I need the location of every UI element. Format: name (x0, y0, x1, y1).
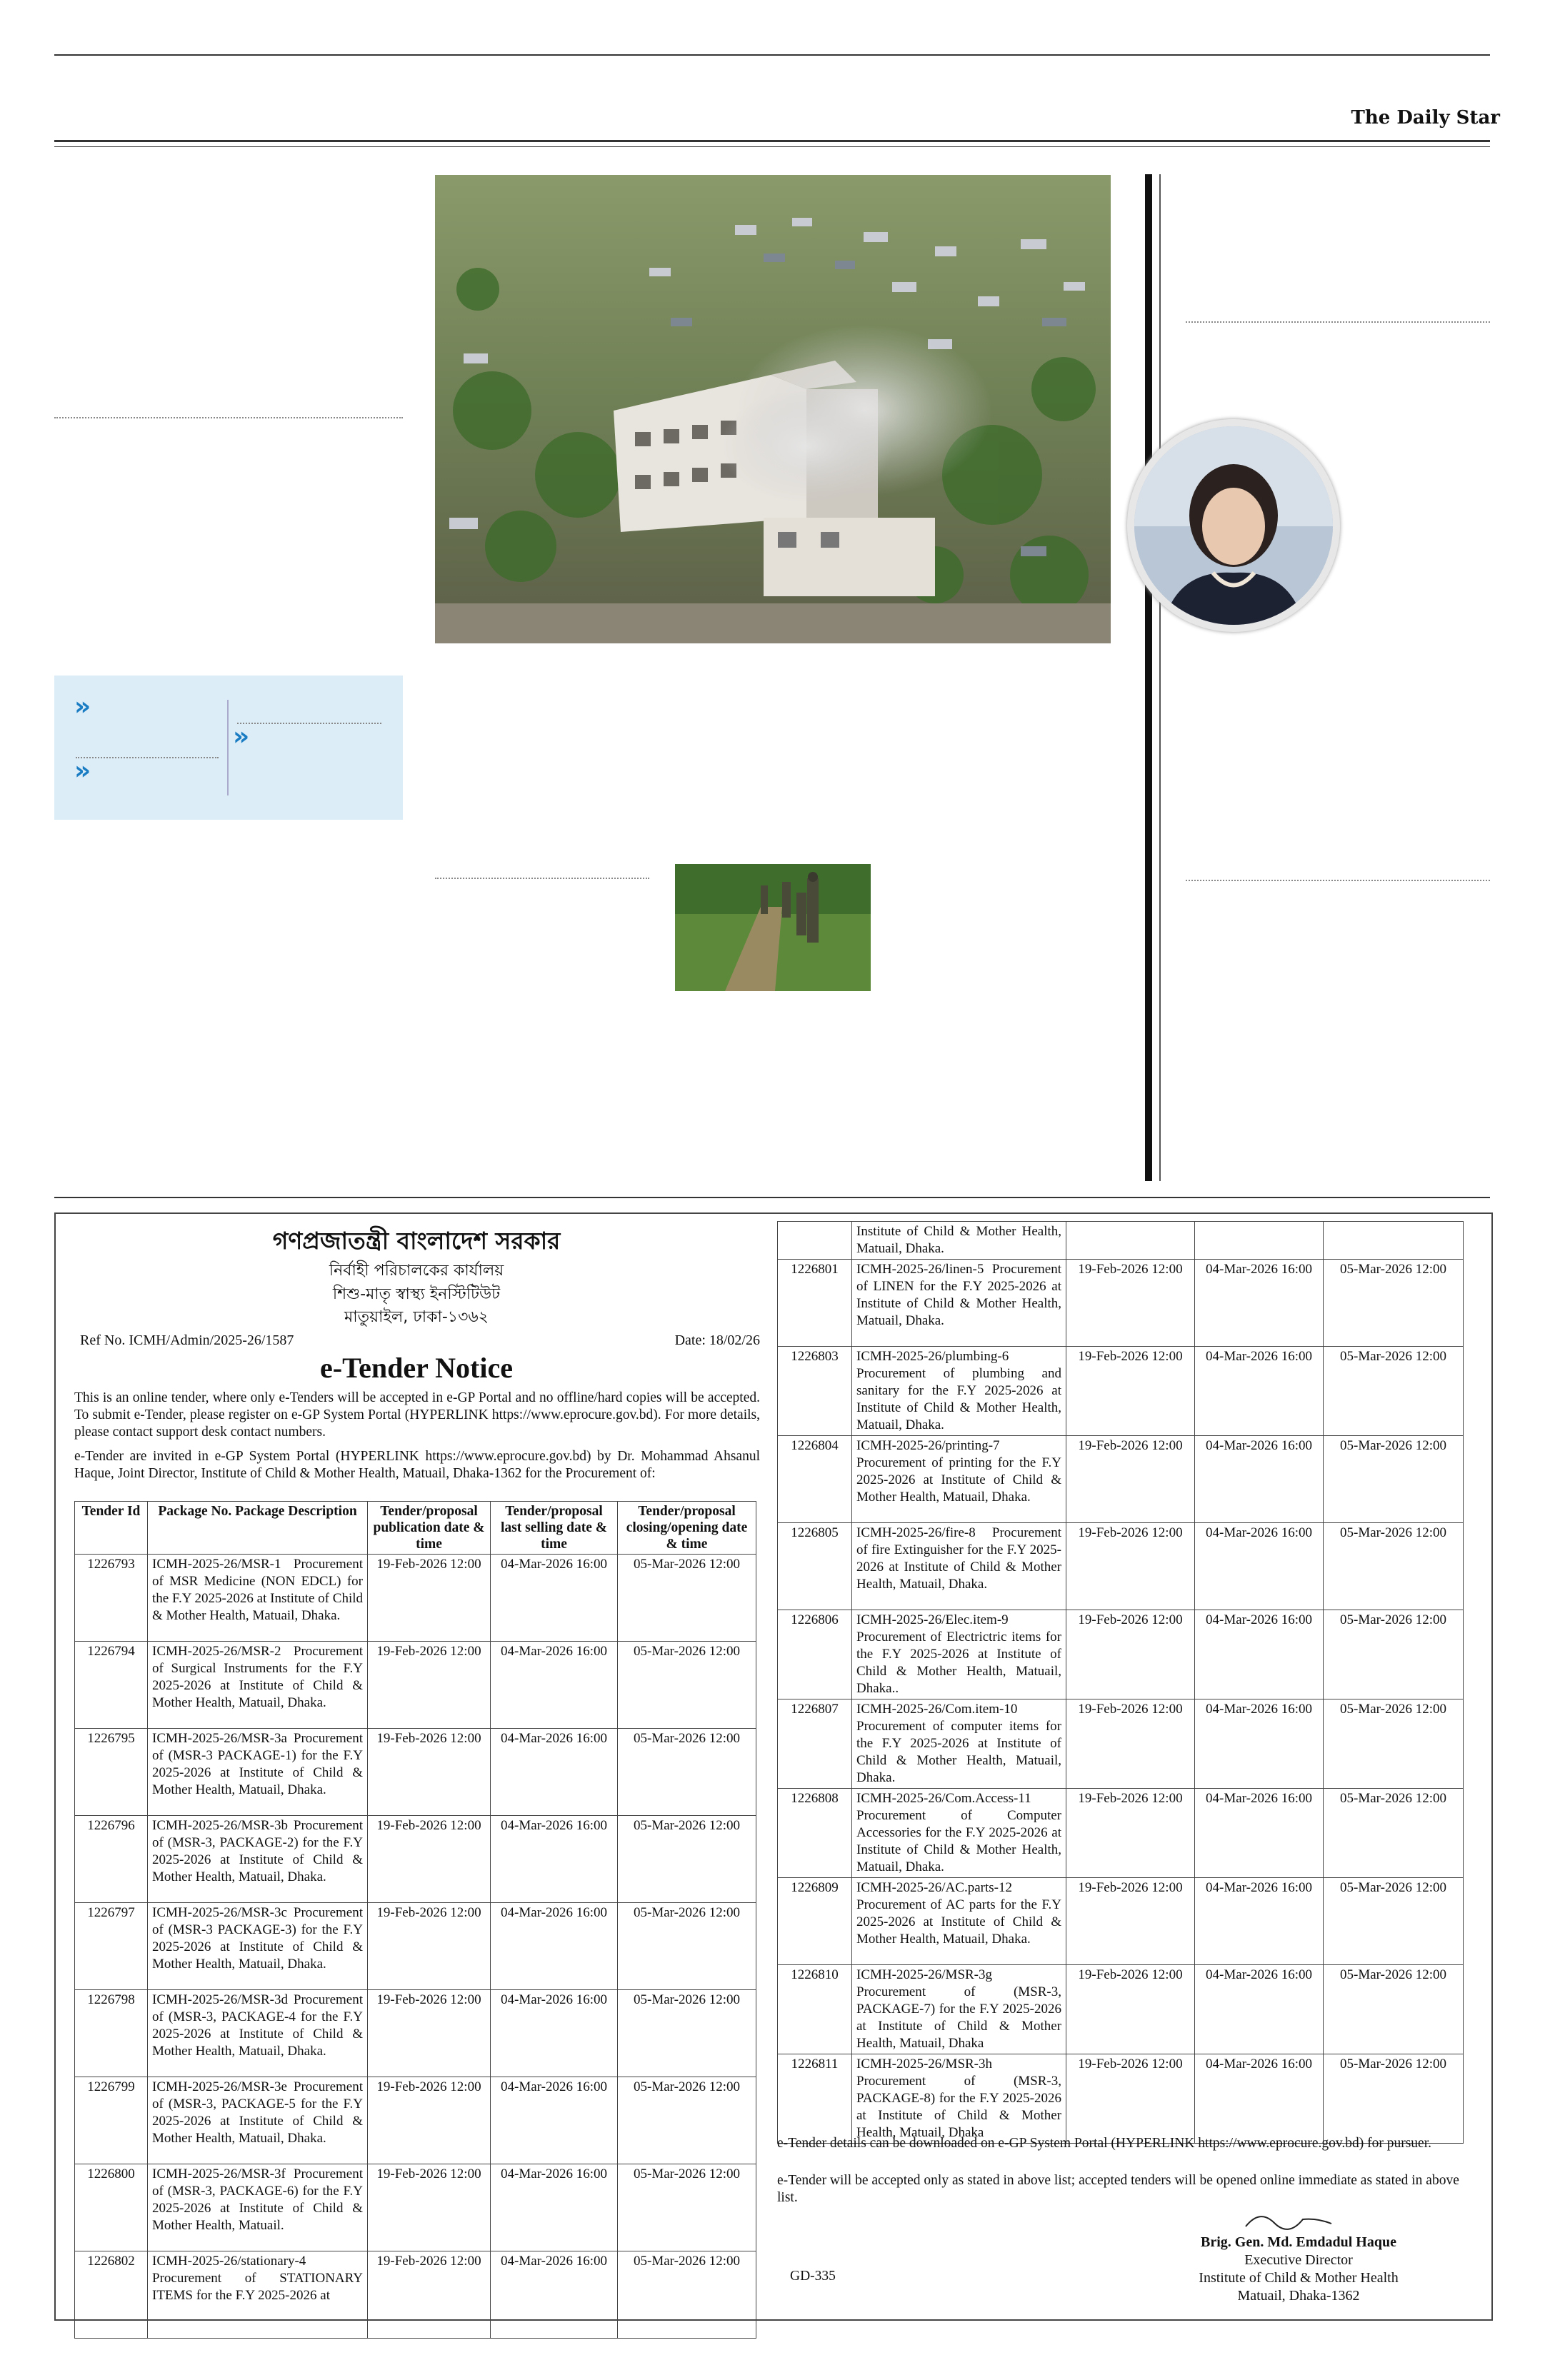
institute-title: শিশু-মাতৃ স্বাস্থ্য ইনস্টিটিউট (332, 1285, 501, 1303)
table-row (778, 1523, 1464, 1610)
signer-name: Brig. Gen. Md. Emdadul Haque (1201, 2234, 1396, 2250)
table-row (75, 1990, 756, 2077)
publication-date-cell: 19-Feb-2026 12:00 (1066, 1878, 1195, 1965)
government-title: গণপ্রজাতন্ত্রী বাংলাদেশ সরকার (272, 1227, 561, 1255)
selling-date-cell: 04-Mar-2026 16:00 (1195, 2054, 1324, 2144)
small-photo (675, 864, 871, 991)
table-row (75, 2251, 756, 2339)
selling-date-cell: 04-Mar-2026 16:00 (491, 1555, 618, 1642)
main-photo (435, 175, 1111, 643)
notice-date: Date: 18/02/26 (674, 1332, 760, 1348)
header-rule-2 (54, 146, 1490, 147)
table-row (75, 2077, 756, 2164)
table-row (778, 1878, 1464, 1965)
portrait-woman (1134, 426, 1333, 625)
selling-date-cell: 04-Mar-2026 16:00 (491, 2251, 618, 2339)
tender-id-cell: 1226803 (778, 1347, 852, 1436)
header-rule-1 (54, 140, 1490, 142)
signature (1239, 2205, 1339, 2234)
package-description-cell: ICMH-2025-26/Com.item-10 Procurement of computer items for the F.Y 2025-2026 at Institute of Child & Mother Health, Matuail, Dhaka. (852, 1699, 1066, 1789)
selling-date-cell: 04-Mar-2026 16:00 (1195, 1699, 1324, 1789)
selling-date-cell: 04-Mar-2026 16:00 (1195, 1260, 1324, 1347)
photo-demolition-aerial (435, 175, 1111, 643)
closing-date-cell: 05-Mar-2026 12:00 (618, 1642, 756, 1729)
photo-soldiers-path (675, 864, 871, 991)
publication-date-cell: 19-Feb-2026 12:00 (368, 2251, 491, 2339)
selling-date-cell: 04-Mar-2026 16:00 (491, 1816, 618, 1903)
publication-date-cell: 19-Feb-2026 12:00 (1066, 1347, 1195, 1436)
closing-date-cell: 05-Mar-2026 12:00 (618, 1816, 756, 1903)
table-cell (1195, 1222, 1324, 1260)
publication-date-cell: 19-Feb-2026 12:00 (1066, 1436, 1195, 1523)
package-description-cell: ICMH-2025-26/MSR-3d Procurement of (MSR-3, PACKAGE-4 for the F.Y 2025-2026 at Institute of Child & Mother Health, Matuail, Dhaka. (148, 1990, 368, 2077)
portrait (1127, 419, 1340, 632)
tender-id-cell: 1226809 (778, 1878, 852, 1965)
tender-id-cell: 1226794 (75, 1642, 148, 1729)
table-row (75, 1642, 756, 1729)
publication-date-cell: 19-Feb-2026 12:00 (1066, 1523, 1195, 1610)
reference-number: Ref No. ICMH/Admin/2025-26/1587 (80, 1332, 294, 1348)
package-description-cell: ICMH-2025-26/MSR-1 Procurement of MSR Medicine (NON EDCL) for the F.Y 2025-2026 at Institute of Child & Mother Health, Matuail, Dhaka. (148, 1555, 368, 1642)
chevron-icon[interactable]: » (74, 756, 91, 785)
tender-id-cell: 1226796 (75, 1816, 148, 1903)
signer-title: Executive Director (1244, 2252, 1353, 2268)
package-description-cell: ICMH-2025-26/linen-5 Procurement of LINEN for the F.Y 2025-2026 at Institute of Child & Mother Health, Matuail, Dhaka. (852, 1260, 1066, 1347)
package-description-cell: ICMH-2025-26/MSR-3a Procurement of (MSR-3 PACKAGE-1) for the F.Y 2025-2026 at Institute of Child & Mother Health, Matuail, Dhaka. (148, 1729, 368, 1816)
signature-block (1149, 2234, 1449, 2305)
publication-date-cell: 19-Feb-2026 12:00 (1066, 1789, 1195, 1878)
publication-date-cell: 19-Feb-2026 12:00 (368, 2077, 491, 2164)
closing-date-cell: 05-Mar-2026 12:00 (618, 2077, 756, 2164)
table-row (778, 1965, 1464, 2054)
intro-paragraph: This is an online tender, where only e-Tenders will be accepted in e-GP Portal and no offline/hard copies will be accepted. To submit e-Tender, please register on e-GP System Portal (HYPERLINK https://www.eprocure.gov.bd). For more details, please contact support desk contact numbers. (74, 1390, 760, 1440)
table-cell (1324, 1222, 1464, 1260)
column-rule-thick (1145, 174, 1152, 1181)
package-description-cell: ICMH-2025-26/MSR-3g Procurement of (MSR-3, PACKAGE-7) for the F.Y 2025-2026 at Institute of Child & Mother Health, Matuail, Dhaka (852, 1965, 1066, 2054)
tender-id-cell: 1226793 (75, 1555, 148, 1642)
publication-date-cell: 19-Feb-2026 12:00 (368, 1729, 491, 1816)
footer-download-note: e-Tender details can be downloaded on e-GP System Portal (HYPERLINK https://www.eprocure.gov.bd) for pursuer. (777, 2136, 1432, 2151)
right-divider (1186, 321, 1490, 323)
tender-table-left (74, 1501, 756, 2339)
table-row (778, 1610, 1464, 1699)
package-description-cell: ICMH-2025-26/MSR-2 Procurement of Surgical Instruments for the F.Y 2025-2026 at Institute of Child & Mother Health, Matuail, Dhaka. (148, 1642, 368, 1729)
tender-id-cell: 1226808 (778, 1789, 852, 1878)
package-description-cell: ICMH-2025-26/fire-8 Procurement of fire Extinguisher for the F.Y 2025-2026 at Institute of Child & Mother Health, Matuail, Dhaka. (852, 1523, 1066, 1610)
selling-date-cell: 04-Mar-2026 16:00 (491, 1990, 618, 2077)
tender-id-cell: 1226800 (75, 2164, 148, 2251)
tender-id-cell: 1226802 (75, 2251, 148, 2339)
box-dotted (237, 723, 381, 724)
notice-left-column (56, 1214, 777, 2319)
box-dotted (76, 757, 219, 758)
closing-date-cell: 05-Mar-2026 12:00 (1324, 2054, 1464, 2144)
table-row (778, 1347, 1464, 1436)
publication-date-cell: 19-Feb-2026 12:00 (1066, 1260, 1195, 1347)
section-rule (54, 1197, 1490, 1198)
tender-id-cell: 1226801 (778, 1260, 852, 1347)
office-title: নির্বাহী পরিচালকের কার্যালয় (329, 1262, 504, 1280)
table-row (75, 1816, 756, 1903)
publication-date-cell: 19-Feb-2026 12:00 (368, 1642, 491, 1729)
header-selling: Tender/proposal last selling date & time (491, 1502, 618, 1555)
package-description-cell: ICMH-2025-26/Elec.item-9 Procurement of Electrictric items for the F.Y 2025-2026 at Institute of Child & Mother Health, Matuail, Dhaka.. (852, 1610, 1066, 1699)
box-divider (227, 700, 229, 795)
gd-number: GD-335 (790, 2269, 836, 2284)
chevron-icon[interactable]: » (74, 692, 91, 721)
tender-table-right (777, 1221, 1464, 2144)
selling-date-cell: 04-Mar-2026 16:00 (1195, 1523, 1324, 1610)
continued-description: Institute of Child & Mother Health, Matuail, Dhaka. (852, 1222, 1066, 1260)
right-divider (1186, 880, 1490, 881)
package-description-cell: ICMH-2025-26/MSR-3f Procurement of (MSR-3, PACKAGE-6) for the F.Y 2025-2026 at Institute of Child & Mother Health, Matuail. (148, 2164, 368, 2251)
header-package: Package No. Package Description (148, 1502, 368, 1555)
publication-date-cell: 19-Feb-2026 12:00 (368, 1903, 491, 1990)
table-row (778, 2054, 1464, 2144)
table-cell (778, 1222, 852, 1260)
selling-date-cell: 04-Mar-2026 16:00 (1195, 1789, 1324, 1878)
notice-title: e-Tender Notice (320, 1352, 513, 1384)
center-divider (435, 878, 649, 879)
related-links-box (54, 676, 403, 820)
top-rule (54, 54, 1490, 56)
closing-date-cell: 05-Mar-2026 12:00 (618, 1903, 756, 1990)
selling-date-cell: 04-Mar-2026 16:00 (1195, 1610, 1324, 1699)
closing-date-cell: 05-Mar-2026 12:00 (1324, 1260, 1464, 1347)
closing-date-cell: 05-Mar-2026 12:00 (618, 1729, 756, 1816)
tender-notice (54, 1212, 1493, 2321)
table-row (75, 1903, 756, 1990)
closing-date-cell: 05-Mar-2026 12:00 (1324, 1878, 1464, 1965)
publication-date-cell: 19-Feb-2026 12:00 (1066, 1610, 1195, 1699)
header-publication: Tender/proposal publication date & time (368, 1502, 491, 1555)
tender-id-cell: 1226799 (75, 2077, 148, 2164)
tender-id-cell: 1226797 (75, 1903, 148, 1990)
closing-date-cell: 05-Mar-2026 12:00 (1324, 1523, 1464, 1610)
selling-date-cell: 04-Mar-2026 16:00 (1195, 1436, 1324, 1523)
selling-date-cell: 04-Mar-2026 16:00 (491, 1729, 618, 1816)
closing-date-cell: 05-Mar-2026 12:00 (618, 2164, 756, 2251)
closing-date-cell: 05-Mar-2026 12:00 (1324, 1965, 1464, 2054)
publication-date-cell: 19-Feb-2026 12:00 (368, 1816, 491, 1903)
package-description-cell: ICMH-2025-26/Com.Access-11 Procurement of Computer Accessories for the F.Y 2025-2026 at Institute of Child & Mother Health, Matuail, Dhaka. (852, 1789, 1066, 1878)
selling-date-cell: 04-Mar-2026 16:00 (491, 2077, 618, 2164)
column-rule-thin (1159, 174, 1161, 1181)
tender-id-cell: 1226798 (75, 1990, 148, 2077)
table-row (75, 1729, 756, 1816)
table-row (778, 1260, 1464, 1347)
publication-date-cell: 19-Feb-2026 12:00 (368, 1990, 491, 2077)
left-divider (54, 417, 403, 418)
signer-organization: Institute of Child & Mother Health (1199, 2270, 1399, 2286)
masthead: The Daily Star (1351, 107, 1500, 129)
chevron-icon[interactable]: » (233, 722, 250, 751)
tender-id-cell: 1226807 (778, 1699, 852, 1789)
selling-date-cell: 04-Mar-2026 16:00 (491, 2164, 618, 2251)
address-title: মাতুয়াইল, ঢাকা-১৩৬২ (344, 1308, 489, 1326)
publication-date-cell: 19-Feb-2026 12:00 (368, 2164, 491, 2251)
closing-date-cell: 05-Mar-2026 12:00 (618, 2251, 756, 2339)
package-description-cell: ICMH-2025-26/MSR-3c Procurement of (MSR-3 PACKAGE-3) for the F.Y 2025-2026 at Institute of Child & Mother Health, Matuail, Dhaka. (148, 1903, 368, 1990)
tender-id-cell: 1226795 (75, 1729, 148, 1816)
package-description-cell: ICMH-2025-26/printing-7 Procurement of printing for the F.Y 2025-2026 at Institute of Child & Mother Health, Matuail, Dhaka. (852, 1436, 1066, 1523)
closing-date-cell: 05-Mar-2026 12:00 (1324, 1789, 1464, 1878)
notice-right-column (777, 1214, 1491, 2319)
package-description-cell: ICMH-2025-26/plumbing-6 Procurement of plumbing and sanitary for the F.Y 2025-2026 at Institute of Child & Mother Health, Matuail, Dhaka. (852, 1347, 1066, 1436)
selling-date-cell: 04-Mar-2026 16:00 (1195, 1878, 1324, 1965)
publication-date-cell: 19-Feb-2026 12:00 (1066, 1965, 1195, 2054)
table-row (778, 1789, 1464, 1878)
publication-date-cell: 19-Feb-2026 12:00 (1066, 2054, 1195, 2144)
selling-date-cell: 04-Mar-2026 16:00 (1195, 1347, 1324, 1436)
package-description-cell: ICMH-2025-26/AC.parts-12 Procurement of AC parts for the F.Y 2025-2026 at Institute of Child & Mother Health, Matuail, Dhaka. (852, 1878, 1066, 1965)
table-row (75, 2164, 756, 2251)
selling-date-cell: 04-Mar-2026 16:00 (1195, 1965, 1324, 2054)
closing-date-cell: 05-Mar-2026 12:00 (1324, 1436, 1464, 1523)
tender-id-cell: 1226805 (778, 1523, 852, 1610)
selling-date-cell: 04-Mar-2026 16:00 (491, 1642, 618, 1729)
tender-id-cell: 1226811 (778, 2054, 852, 2144)
signer-address: Matuail, Dhaka-1362 (1237, 2288, 1360, 2304)
tender-id-cell: 1226806 (778, 1610, 852, 1699)
selling-date-cell: 04-Mar-2026 16:00 (491, 1903, 618, 1990)
table-row (778, 1436, 1464, 1523)
publication-date-cell: 19-Feb-2026 12:00 (1066, 1699, 1195, 1789)
package-description-cell: ICMH-2025-26/MSR-3b Procurement of (MSR-3, PACKAGE-2) for the F.Y 2025-2026 at Institute of Child & Mother Health, Matuail, Dhaka. (148, 1816, 368, 1903)
tender-id-cell: 1226804 (778, 1436, 852, 1523)
package-description-cell: ICMH-2025-26/MSR-3e Procurement of (MSR-3, PACKAGE-5 for the F.Y 2025-2026 at Institute of Child & Mother Health, Matuail, Dhaka. (148, 2077, 368, 2164)
closing-date-cell: 05-Mar-2026 12:00 (618, 1990, 756, 2077)
table-row (75, 1555, 756, 1642)
header-tender-id: Tender Id (75, 1502, 148, 1555)
closing-date-cell: 05-Mar-2026 12:00 (1324, 1347, 1464, 1436)
header-closing: Tender/proposal closing/opening date & time (618, 1502, 756, 1555)
publication-date-cell: 19-Feb-2026 12:00 (368, 1555, 491, 1642)
table-cell (1066, 1222, 1195, 1260)
footer-acceptance-note: e-Tender will be accepted only as stated in above list; accepted tenders will be opened online immediate as stated in above list. (777, 2173, 1459, 2205)
package-description-cell: ICMH-2025-26/stationary-4 Procurement of STATIONARY ITEMS for the F.Y 2025-2026 at (148, 2251, 368, 2339)
invite-paragraph: e-Tender are invited in e-GP System Portal (HYPERLINK https://www.eprocure.gov.bd) by Dr. Mohammad Ahsanul Haque, Joint Director, Institute of Child & Mother Health, Matuail, Dhaka-1362 for the Procurement of: (74, 1449, 760, 1481)
table-row (778, 1699, 1464, 1789)
tender-id-cell: 1226810 (778, 1965, 852, 2054)
closing-date-cell: 05-Mar-2026 12:00 (1324, 1699, 1464, 1789)
closing-date-cell: 05-Mar-2026 12:00 (1324, 1610, 1464, 1699)
package-description-cell: ICMH-2025-26/MSR-3h Procurement of (MSR-3, PACKAGE-8) for the F.Y 2025-2026 at Institute of Child & Mother Health, Matuail, Dhaka (852, 2054, 1066, 2144)
closing-date-cell: 05-Mar-2026 12:00 (618, 1555, 756, 1642)
